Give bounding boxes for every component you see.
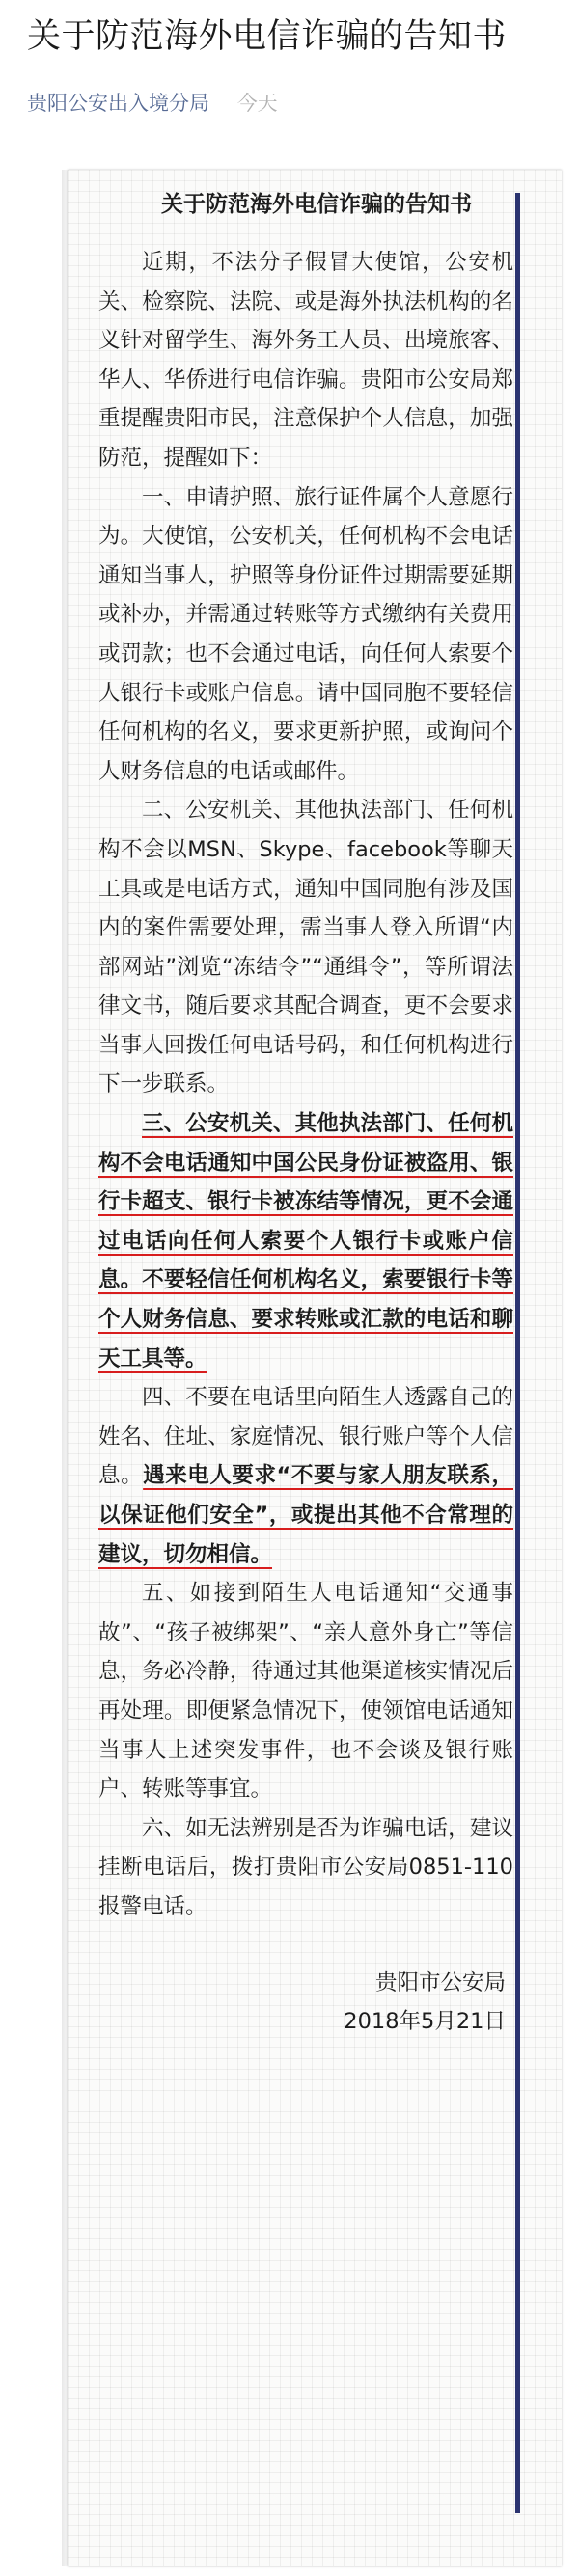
intro-paragraph: 近期，不法分子假冒大使馆，公安机关、检察院、法院、或是海外执法机构的名义针对留学生、海外务工人员、出境旅客、华人、华侨进行电信诈骗。贵阳市公安局郑重提醒贵阳市民，注意保护个人信息，加强防范，提醒如下： xyxy=(98,250,513,471)
item-4-underlined-text: 遇来电人要求“不要与家人朋友联系，以保证他们安全”，或提出其他不合常理的建议，切勿相信。 xyxy=(98,1463,513,1567)
article-title: 关于防范海外电信诈骗的告知书 xyxy=(27,17,508,56)
signature-org: 贵阳市公安局 xyxy=(374,1969,506,1995)
item-3-underlined-text: 三、公安机关、其他执法部门、任何机构不会电话通知中国公民身份证被盗用、银行卡超支、银行卡被冻结等情况，更不会通过电话向任何人索要个人银行卡或账户信息。不要轻信任何机构名义，索要银行卡等个人财务信息、要求转账或汇款的电话和聊天工具等。 xyxy=(98,1111,513,1371)
document-title: 关于防范海外电信诈骗的告知书 xyxy=(161,192,472,217)
article-header xyxy=(0,0,579,135)
item-4-paragraph xyxy=(98,1378,513,1574)
signature-block xyxy=(98,1964,513,2041)
item-1-paragraph: 一、申请护照、旅行证件属个人意愿行为。大使馆，公安机关，任何机构不会电话通知当事人，护照等身份证件过期需要延期或补办，并需通过转账等方式缴纳有关费用或罚款；也不会通过电话，向任何人索要个人银行卡或账户信息。请中国同胞不要轻信任何机构的名义，要求更新护照，或询问个人财务信息的电话或邮件。 xyxy=(98,484,513,784)
item-3-paragraph xyxy=(98,1104,513,1378)
paper-margin-bar xyxy=(515,193,520,2513)
item-2-paragraph: 二、公安机关、其他执法部门、任何机构不会以MSN、Skype、facebook等聊天工具或是电话方式，通知中国同胞有涉及国内的案件需要处理，需当事人登入所谓“内部网站”浏览“冻结令”“通缉令”，等所谓法律文书，随后要求其配合调查，更不会要求当事人回拨任何电话号码，和任何机构进行下一步联系。 xyxy=(98,798,513,1098)
article-meta xyxy=(27,89,278,118)
publish-time: 今天 xyxy=(236,92,278,115)
signature-date: 2018年5月21日 xyxy=(344,2008,506,2034)
account-name-link[interactable]: 贵阳公安出入境分局 xyxy=(27,92,209,115)
notice-document xyxy=(98,181,513,2041)
item-5-paragraph: 五、如接到陌生人电话通知“交通事故”、“孩子被绑架”、“亲人意外身亡”等信息，务必冷静，待通过其他渠道核实情况后再处理。即便紧急情况下，使领馆电话通知当事人上述突发事件，也不会谈及银行账户、转账等事宜。 xyxy=(98,1581,513,1803)
item-6-paragraph: 六、如无法辨别是否为诈骗电话，建议挂断电话后，拨打贵阳市公安局0851-110报警电话。 xyxy=(98,1815,513,1919)
item-4-plain-text: 四、不要在电话里向陌生人透露自己的姓名、住址、家庭情况、银行账户等个人信息。 xyxy=(98,1385,513,1489)
